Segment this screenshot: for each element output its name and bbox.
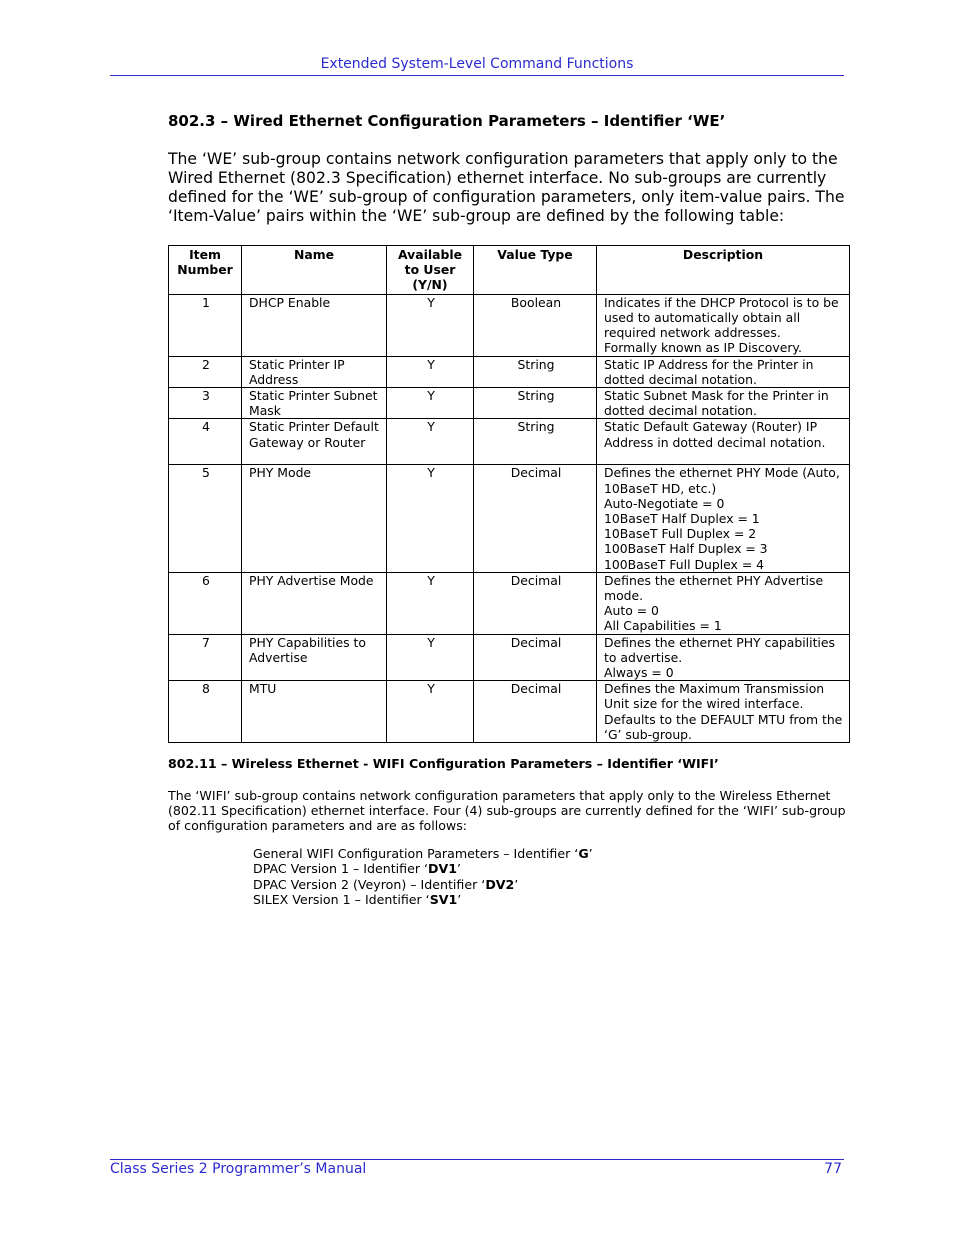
cell-description: Indicates if the DHCP Protocol is to be used to automatically obtain all required network addresses. Formally known as IP Discovery.: [597, 294, 850, 356]
table-row: [169, 419, 850, 465]
subgroup-quote: ’: [588, 846, 593, 861]
cell-available: Y: [387, 419, 474, 465]
cell-available: Y: [387, 294, 474, 356]
cell-description: Static IP Address for the Printer in dotted decimal notation.: [597, 356, 850, 387]
cell-item: 5: [169, 465, 242, 572]
cell-description: Defines the ethernet PHY Mode (Auto, 10BaseT HD, etc.) Auto-Negotiate = 0 10BaseT Half Duplex = 1 10BaseT Full Duplex = 2 100BaseT Half Duplex = 3 100BaseT Full Duplex = 4: [597, 465, 850, 572]
cell-name: Static Printer Default Gateway or Router: [242, 419, 387, 465]
header-item-number: Item Number: [169, 246, 242, 295]
cell-name: DHCP Enable: [242, 294, 387, 356]
list-item: [253, 861, 593, 876]
cell-description: Static Subnet Mask for the Printer in dotted decimal notation.: [597, 388, 850, 419]
header-available: Available to User (Y/N): [387, 246, 474, 295]
table-row: [169, 388, 850, 419]
cell-name: PHY Mode: [242, 465, 387, 572]
subgroup-identifier: SV1: [429, 891, 458, 907]
cell-type: Decimal: [474, 465, 597, 572]
table-row: [169, 681, 850, 743]
table-row: [169, 294, 850, 356]
cell-description: Defines the ethernet PHY capabilities to advertise. Always = 0: [597, 634, 850, 681]
cell-item: 6: [169, 572, 242, 634]
cell-name: PHY Advertise Mode: [242, 572, 387, 634]
cell-type: Decimal: [474, 634, 597, 681]
cell-type: String: [474, 388, 597, 419]
subgroup-label: SILEX Version 1 – Identifier ‘: [253, 891, 430, 907]
subgroup-quote: ’: [514, 876, 519, 892]
list-item: [253, 877, 593, 892]
wifi-subgroup-list: [253, 846, 593, 907]
cell-available: Y: [387, 388, 474, 419]
section-paragraph-wifi: The ‘WIFI’ sub-group contains network configuration parameters that apply only to the Wireless Ethernet (802.11 Specification) ethernet interface. Four (4) sub-groups are currently defined for the ‘WIFI’ sub-group of configuration parameters and are as follows:: [168, 788, 846, 834]
section-heading-we: 802.3 – Wired Ethernet Configuration Parameters – Identifier ‘WE’: [168, 112, 726, 130]
cell-available: Y: [387, 681, 474, 743]
subgroup-identifier: DV1: [428, 861, 458, 877]
cell-item: 3: [169, 388, 242, 419]
running-header: Extended System-Level Command Functions: [320, 56, 634, 72]
subgroup-label: DPAC Version 2 (Veyron) – Identifier ‘: [253, 876, 486, 892]
table-row: [169, 634, 850, 681]
list-item: [253, 846, 593, 861]
table-header-row: [169, 246, 850, 295]
cell-type: Decimal: [474, 572, 597, 634]
header-value-type: Value Type: [474, 246, 597, 295]
section-paragraph-we: The ‘WE’ sub-group contains network configuration parameters that apply only to the Wired Ethernet (802.3 Specification) ethernet interface. No sub-groups are currently defined for the ‘WE’ sub-group of configuration parameters, only item-value pairs. The ‘Item-Value’ pairs within the ‘WE’ sub-group are defined by the following table:: [168, 150, 845, 225]
cell-type: Boolean: [474, 294, 597, 356]
cell-name: PHY Capabilities to Advertise: [242, 634, 387, 681]
list-item: [253, 892, 593, 907]
subgroup-identifier: DV2: [485, 876, 515, 892]
cell-description: Defines the Maximum Transmission Unit size for the wired interface. Defaults to the DEFAULT MTU from the ‘G’ sub-group.: [597, 681, 850, 743]
header-description: Description: [597, 246, 850, 295]
page-number: 77: [824, 1161, 842, 1177]
cell-type: Decimal: [474, 681, 597, 743]
cell-item: 7: [169, 634, 242, 681]
cell-description: Defines the ethernet PHY Advertise mode. Auto = 0 All Capabilities = 1: [597, 572, 850, 634]
table-row: [169, 465, 850, 572]
cell-item: 8: [169, 681, 242, 743]
table-row: [169, 356, 850, 387]
header-rule: [110, 75, 844, 76]
subgroup-label: DPAC Version 1 – Identifier ‘: [253, 861, 429, 877]
cell-available: Y: [387, 572, 474, 634]
cell-item: 2: [169, 356, 242, 387]
subgroup-identifier: G: [578, 846, 589, 861]
cell-available: Y: [387, 465, 474, 572]
cell-item: 4: [169, 419, 242, 465]
subgroup-quote: ’: [457, 891, 462, 907]
table-row: [169, 572, 850, 634]
subgroup-label: General WIFI Configuration Parameters – Identifier ‘: [253, 846, 579, 861]
cell-name: Static Printer IP Address: [242, 356, 387, 387]
cell-type: String: [474, 419, 597, 465]
subgroup-quote: ’: [457, 861, 462, 877]
footer-manual-title: Class Series 2 Programmer’s Manual: [110, 1161, 367, 1177]
cell-available: Y: [387, 634, 474, 681]
cell-name: MTU: [242, 681, 387, 743]
footer-rule: [110, 1159, 844, 1160]
cell-type: String: [474, 356, 597, 387]
header-name: Name: [242, 246, 387, 295]
cell-name: Static Printer Subnet Mask: [242, 388, 387, 419]
we-parameters-table: [168, 245, 850, 743]
section-heading-wifi: 802.11 – Wireless Ethernet - WIFI Configuration Parameters – Identifier ‘WIFI’: [168, 756, 719, 771]
cell-available: Y: [387, 356, 474, 387]
cell-item: 1: [169, 294, 242, 356]
cell-description: Static Default Gateway (Router) IP Address in dotted decimal notation.: [597, 419, 850, 465]
